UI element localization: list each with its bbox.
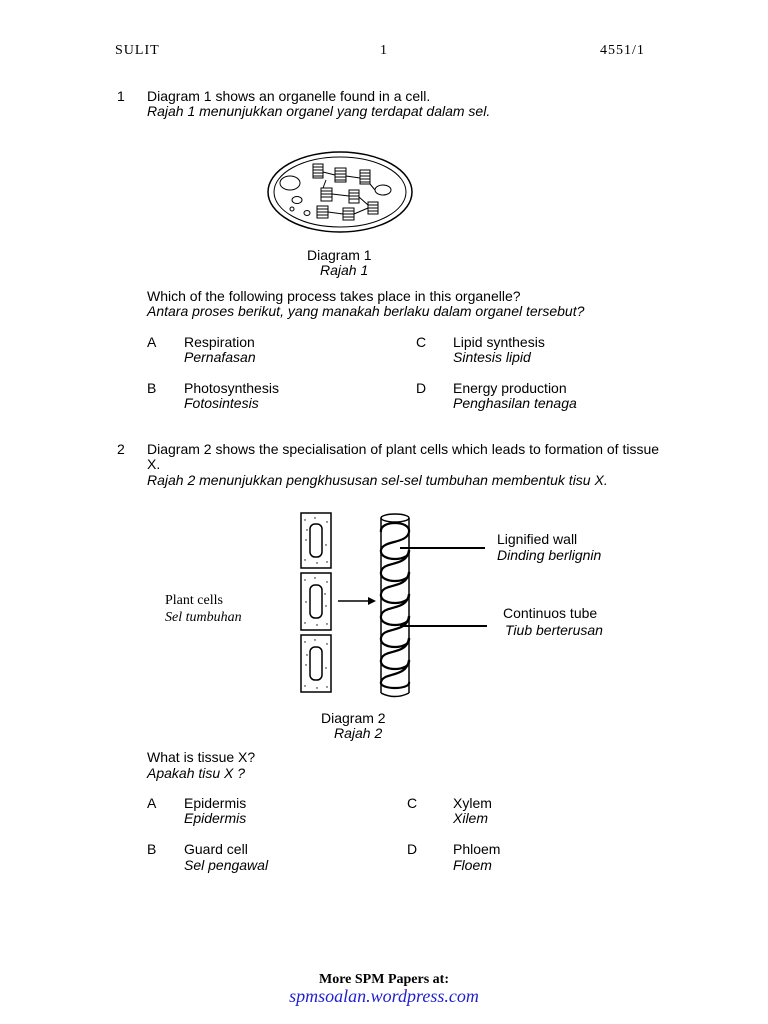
q2-option-c-en: Xylem [453, 795, 492, 811]
q1-option-b-ms: Fotosintesis [184, 395, 259, 411]
q2-stem-en-1: Diagram 2 shows the specialisation of plant cells which leads to formation of tissue [147, 441, 660, 457]
label-lignified-wall-en: Lignified wall [497, 531, 578, 547]
q1-option-b-letter: B [147, 380, 157, 396]
q1-option-b-en: Photosynthesis [184, 380, 279, 396]
label-continuous-tube-en: Continuos tube [503, 605, 598, 621]
q1-number: 1 [117, 88, 125, 104]
diagram2-caption-ms: Rajah 2 [334, 725, 383, 741]
diagram2-caption-en: Diagram 2 [321, 710, 386, 726]
q1-option-c-ms: Sintesis lipid [453, 349, 531, 365]
label-plant-cells-en: Plant cells [165, 593, 223, 608]
q1-option-a-en: Respiration [184, 334, 255, 350]
q2-option-c-ms: Xilem [453, 810, 489, 826]
q2-number: 2 [117, 441, 125, 457]
arrow-icon [338, 595, 378, 607]
q2-question-en: What is tissue X? [147, 749, 256, 765]
footer-link[interactable]: spmsoalan.wordpress.com [289, 986, 479, 1006]
footer-line-1: More SPM Papers at: [319, 972, 449, 987]
label-pointer-lines [400, 540, 490, 635]
q1-option-c-en: Lipid synthesis [453, 334, 545, 350]
page-number: 1 [380, 43, 388, 58]
q1-option-a-ms: Pernafasan [184, 349, 256, 365]
q2-option-c-letter: C [407, 795, 418, 811]
q2-option-a-letter: A [147, 795, 157, 811]
header-left: SULIT [115, 43, 160, 58]
q2-option-a-en: Epidermis [184, 795, 247, 811]
cytoplasm-dots [304, 517, 327, 688]
label-continuous-tube-ms: Tiub berterusan [505, 622, 603, 638]
plant-cells-diagram [298, 510, 338, 695]
q1-option-d-en: Energy production [453, 380, 567, 396]
label-plant-cells-ms: Sel tumbuhan [165, 610, 242, 625]
q2-option-b-en: Guard cell [184, 841, 248, 857]
q1-stem-ms: Rajah 1 menunjukkan organel yang terdapat dalam sel. [147, 103, 491, 119]
q1-question-en: Which of the following process takes place in this organelle? [147, 288, 521, 304]
label-lignified-wall-ms: Dinding berlignin [497, 547, 602, 563]
q2-option-d-ms: Floem [453, 857, 492, 873]
diagram1-caption-ms: Rajah 1 [320, 262, 369, 278]
q1-option-c-letter: C [416, 334, 427, 350]
q2-stem-en-2: X. [147, 456, 161, 472]
q1-stem-en: Diagram 1 shows an organelle found in a cell. [147, 88, 431, 104]
q2-option-b-letter: B [147, 841, 157, 857]
paper-code: 4551/1 [600, 43, 645, 58]
q2-question-ms: Apakah tisu X ? [147, 765, 246, 781]
q2-stem-ms: Rajah 2 menunjukkan pengkhususan sel-sel tumbuhan membentuk tisu X. [147, 472, 608, 488]
q2-option-d-letter: D [407, 841, 418, 857]
q1-option-a-letter: A [147, 334, 157, 350]
chloroplast-diagram [265, 150, 415, 235]
diagram1-caption-en: Diagram 1 [307, 247, 372, 263]
q2-option-b-ms: Sel pengawal [184, 857, 269, 873]
q1-question-ms: Antara proses berikut, yang manakah berlaku dalam organel tersebut? [147, 303, 585, 319]
q2-option-d-en: Phloem [453, 841, 501, 857]
q1-option-d-ms: Penghasilan tenaga [453, 395, 577, 411]
q2-option-a-ms: Epidermis [184, 810, 247, 826]
q1-option-d-letter: D [416, 380, 427, 396]
